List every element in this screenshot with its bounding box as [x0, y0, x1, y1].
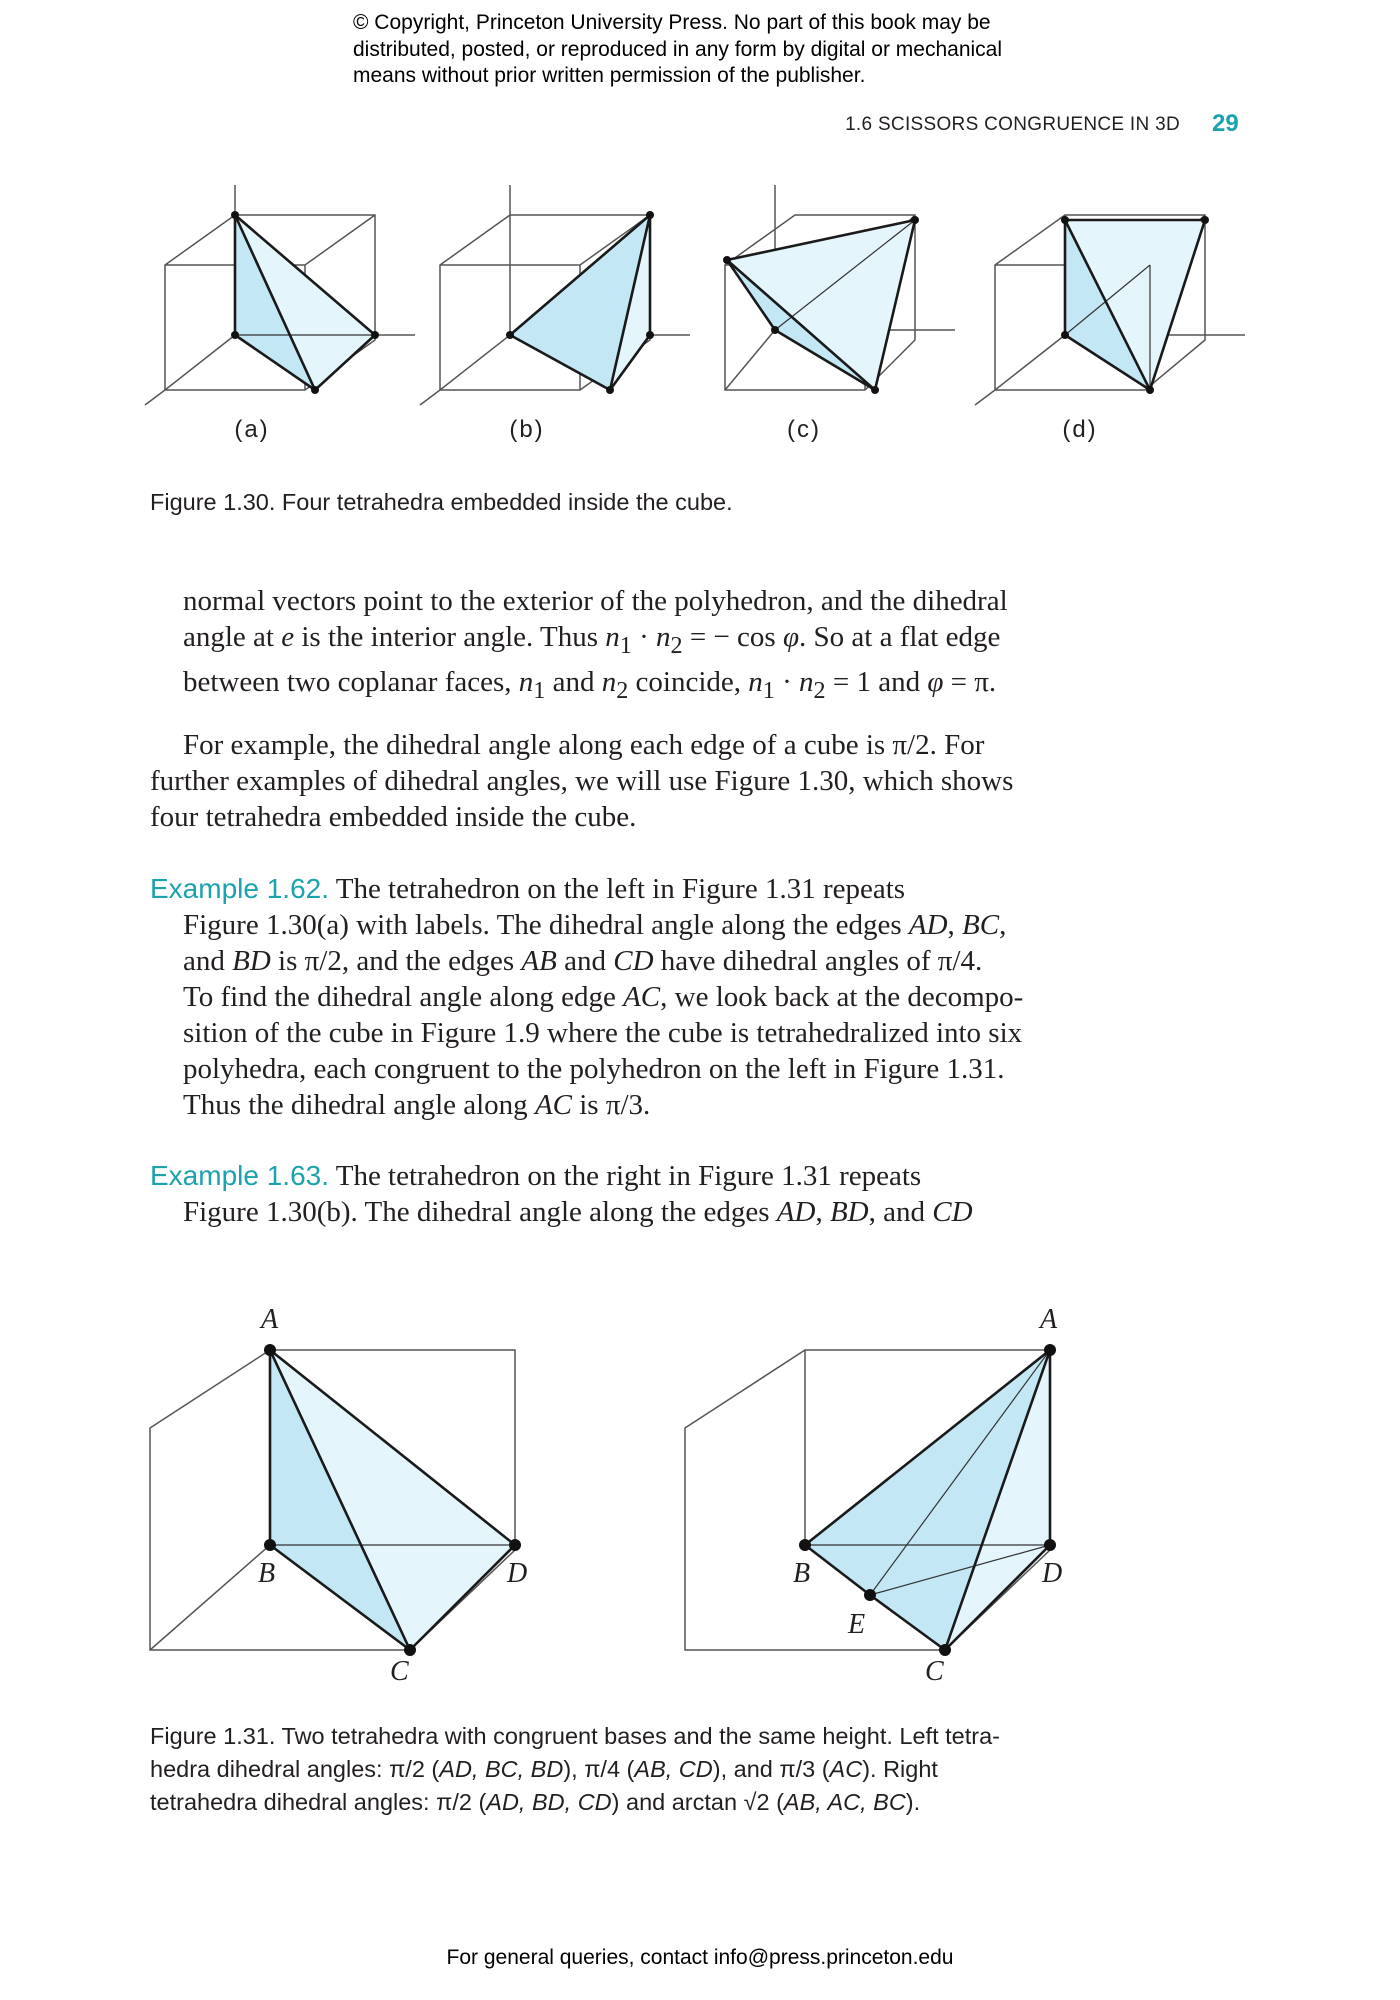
- figure-1-30-b: [420, 175, 710, 415]
- example-1-62-label: Example 1.62.: [150, 873, 329, 904]
- figure-1-30-label-c: (c): [787, 416, 821, 443]
- vertex-label-a: A: [1040, 1304, 1058, 1335]
- paragraph-dihedral-normals: normal vectors point to the exterior of the polyhedron, and the dihedral angle at e is the interior angle. Thus $n_1 \cdot n_2$ = − cos φ. So at a flat edge between two coplanar faces, $n_1$ and $n_2$ coincide, $n_1 \cdot n_2 = 1$ and φ = π.: [183, 585, 1008, 704]
- running-head: 1.6 SCISSORS CONGRUENCE IN 3D: [845, 114, 1180, 135]
- vertex-label-d: D: [1042, 1558, 1063, 1589]
- vertex-label-d: D: [507, 1558, 528, 1589]
- figure-1-31-left: [140, 1300, 540, 1690]
- vertex-label-c: C: [925, 1656, 944, 1687]
- figure-1-30-label-b: (b): [509, 416, 545, 443]
- paragraph-cube-example: For example, the dihedral angle along each edge of a cube is π/2. For further examples of dihedral angles, we will use Figure 1.30, which shows four tetrahedra embedded inside the cube.: [150, 729, 1014, 833]
- figure-1-30-a: [140, 175, 430, 415]
- figure-1-30-label-a: (a): [234, 416, 270, 443]
- page-number: 29: [1212, 110, 1239, 137]
- figure-1-30-caption: Figure 1.30. Four tetrahedra embedded inside the cube.: [150, 489, 733, 515]
- example-1-63: Example 1.63. The tetrahedron on the right in Figure 1.31 repeats Figure 1.30(b). The dihedral angle along the edges AD, BD, and CD: [150, 1160, 973, 1228]
- vertex-label-b: B: [258, 1558, 276, 1589]
- footer-contact: For general queries, contact info@press.princeton.edu: [446, 1946, 954, 1969]
- example-1-63-label: Example 1.63.: [150, 1160, 329, 1191]
- vertex-label-a: A: [261, 1304, 279, 1335]
- figure-1-31-caption: Figure 1.31. Two tetrahedra with congruent bases and the same height. Left tetra- hedra dihedral angles: π/2 (AD, BC, BD), π/4 (AB, CD), and π/3 (AC). Right tetrahedra dihedral angles: π/2 (AD, BD, CD) and arctan √2 (AB, AC, BC).: [150, 1723, 1000, 1815]
- figure-1-30-label-d: (d): [1062, 416, 1098, 443]
- copyright-notice: © Copyright, Princeton University Press. No part of this book may be distributed, posted, or reproduced in any form by digital or mechanical means without prior written permission of the publisher.: [353, 11, 1003, 87]
- figure-1-30-c: [705, 175, 995, 415]
- figure-1-31-right: [675, 1300, 1075, 1690]
- vertex-label-e: E: [848, 1609, 866, 1640]
- vertex-label-b: B: [793, 1558, 811, 1589]
- vertex-label-c: C: [390, 1656, 409, 1687]
- figure-1-30-d: [975, 175, 1265, 415]
- example-1-62: Example 1.62. The tetrahedron on the left in Figure 1.31 repeats Figure 1.30(a) with labels. The dihedral angle along the edges AD, BC, and BD is π/2, and the edges AB and CD have dihedral angles of π/4. To find the dihedral angle along edge AC, we look back at the decompo- sition of the cube in Figure 1.9 where the cube is tetrahedralized into six polyhedra, each congruent to the polyhedron on the left in Figure 1.31. Thus the dihedral angle along AC is π/3.: [150, 873, 1024, 1121]
